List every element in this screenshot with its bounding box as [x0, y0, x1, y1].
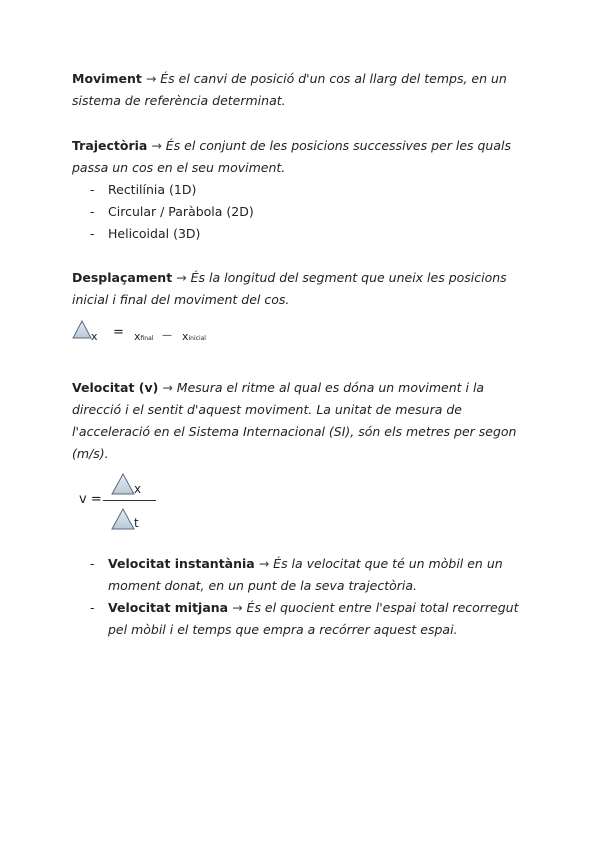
term-velocitat: Velocitat (v): [72, 380, 159, 395]
fraction-bar: [103, 500, 156, 501]
list-item: [90, 597, 530, 641]
definition-moviment: És el canvi de posició d'un cos al llarg del temps, en un sistema de referència determinat.: [72, 71, 507, 108]
minus-sign: —: [162, 330, 172, 341]
delta-icon: [111, 473, 135, 495]
list-dash: -: [90, 226, 95, 241]
list-dash: -: [90, 556, 95, 571]
definition-velocitat-instantania: És la velocitat que té un mòbil en un moment donat, en un punt de la seva trajectòria.: [108, 556, 503, 593]
arrow: →: [147, 138, 166, 153]
list-dash: -: [90, 204, 95, 219]
x-final: xfinal: [134, 330, 154, 343]
term-trajectoria: Trajectòria: [72, 138, 148, 153]
list-dash: -: [90, 600, 95, 615]
list-item-label: Circular / Paràbola (2D): [108, 204, 254, 219]
velocity-lhs: v =: [79, 492, 102, 507]
inicial-subscript: inicial: [188, 335, 206, 342]
delta-subscript: x: [91, 330, 98, 343]
numerator-subscript: x: [134, 482, 142, 496]
definition-trajectoria: És el conjunt de les posicions successives per les quals passa un cos en el seu moviment.: [72, 138, 511, 175]
final-subscript: final: [140, 335, 154, 342]
term-velocitat-instantania: Velocitat instantània: [108, 556, 255, 571]
denominator-subscript: t: [134, 516, 139, 530]
definition-desplacament: És la longitud del segment que uneix les posicions inicial i final del moviment del cos.: [72, 270, 507, 307]
term-moviment: Moviment: [72, 71, 142, 86]
term-velocitat-mitjana: Velocitat mitjana: [108, 600, 229, 615]
list-item-text: Velocitat instantània → És la velocitat que té un mòbil en un moment donat, en un punt de la seva trajectòria.: [108, 556, 503, 593]
list-dash: -: [90, 182, 95, 197]
delta-icon: [72, 320, 92, 340]
list-item-label: Helicoidal (3D): [108, 226, 201, 241]
definition-velocitat-mitjana: És el quocient entre l'espai total recorregut pel mòbil i el temps que empra a recórrer aquest espai.: [108, 600, 519, 637]
delta-icon: [111, 508, 135, 530]
x-inicial: xinicial: [182, 330, 206, 343]
list-item-text: Velocitat mitjana → És el quocient entre l'espai total recorregut pel mòbil i el temps que empra a recórrer aquest espai.: [108, 600, 519, 637]
arrow: →: [141, 71, 161, 86]
paragraph-velocitat: [72, 377, 522, 465]
list-item: [90, 223, 200, 245]
list-item: [90, 201, 254, 223]
term-desplacament: Desplaçament: [72, 270, 173, 285]
paragraph-desplacament: [72, 267, 522, 311]
arrow: →: [172, 270, 191, 285]
list-item: [90, 553, 530, 597]
paragraph-trajectoria: [72, 135, 522, 179]
arrow: →: [158, 380, 177, 395]
definition-velocitat: Mesura el ritme al qual es dóna un moviment i la direcció i el sentit d'aquest moviment. La unitat de mesura de l'acceleració en el Sistema Internacional (SI), són els metres per segon (m/s).: [72, 380, 517, 461]
paragraph-moviment: [72, 68, 522, 112]
equals-sign: =: [113, 325, 124, 340]
list-item-label: Rectilínia (1D): [108, 182, 197, 197]
list-item: [90, 179, 196, 201]
